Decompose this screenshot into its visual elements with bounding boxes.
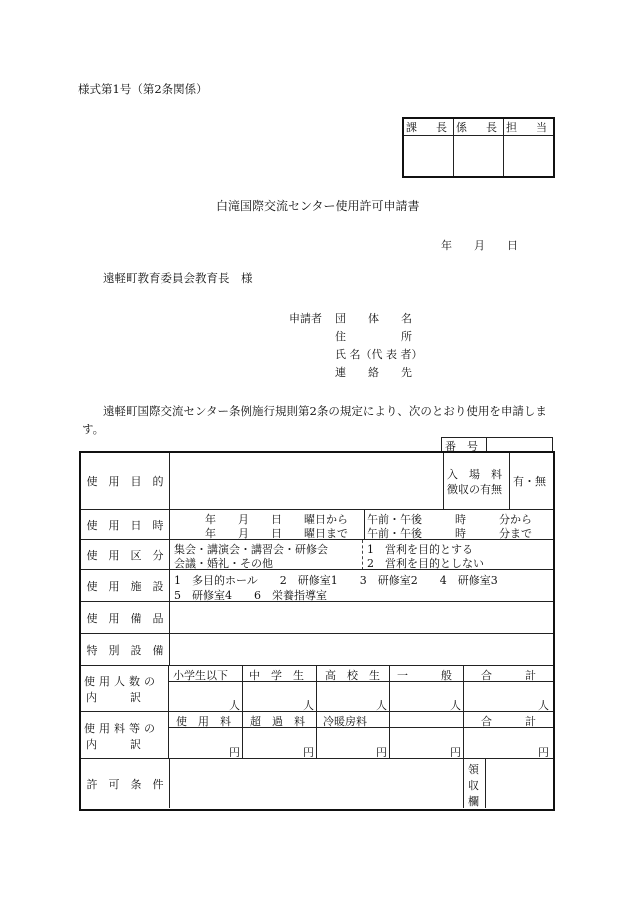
equipment-field[interactable] — [171, 602, 551, 634]
conditions-field[interactable] — [171, 759, 461, 808]
attendance-label: 使用人数の — [84, 675, 159, 688]
datetime-row — [81, 509, 553, 540]
attendance-row — [81, 665, 553, 712]
fees-label-2: 内 訳 — [86, 737, 141, 751]
facility-options-2[interactable]: 5 研修室4 6 栄養指導室 — [174, 589, 327, 602]
conditions-row — [81, 758, 553, 808]
applicant-org-name[interactable]: 団 体 名 — [335, 312, 412, 325]
equipment-row — [81, 601, 553, 634]
fees-header: 合 計 — [481, 715, 536, 728]
special-equipment-row — [81, 633, 553, 666]
stamp-header: 係 長 — [454, 118, 504, 136]
purpose-row — [81, 453, 553, 509]
admission-fee-label: 入 場 料 — [447, 468, 502, 481]
applicant-prefix: 申請者 — [289, 312, 322, 325]
start-date[interactable]: 年 月 日 曜日から — [205, 513, 348, 526]
form-number: 様式第1号（第2条関係） — [78, 82, 208, 96]
attendance-unit[interactable]: 人 — [538, 699, 549, 712]
fees-header: 超 過 料 — [250, 715, 305, 728]
attendance-header: 一 般 — [397, 669, 452, 682]
fees-row — [81, 711, 553, 759]
attendance-unit[interactable]: 人 — [450, 699, 461, 712]
intro-text: 遠軽町国際交流センター条例施行規則第2条の規定により、次のとおり使用を申請しま — [103, 404, 547, 418]
category-row — [81, 539, 553, 570]
attendance-unit[interactable]: 人 — [229, 699, 240, 712]
receipt-label: 収 — [468, 779, 479, 792]
profit-option-1[interactable]: 1 営利を目的とする — [367, 543, 473, 556]
applicant-contact[interactable]: 連 絡 先 — [335, 366, 412, 379]
receipt-label: 領 — [468, 763, 479, 776]
facility-label: 使 用 施 設 — [86, 580, 164, 593]
admission-fee-choice[interactable]: 有・無 — [513, 475, 546, 488]
applicant-representative[interactable]: 氏 名（代 表 者） — [335, 348, 423, 361]
special-equipment-label: 特 別 設 備 — [86, 644, 164, 657]
fees-header: 使 用 料 — [176, 715, 231, 728]
datetime-label: 使 用 日 時 — [86, 519, 164, 532]
admission-fee-label-2: 徴収の有無 — [447, 483, 502, 496]
start-time[interactable]: 午前・午後 時 分から — [367, 513, 532, 526]
facility-row — [81, 569, 553, 602]
document-title: 白滝国際交流センター使用許可申請書 — [216, 199, 420, 213]
approval-stamp-table — [402, 117, 555, 178]
conditions-label: 許 可 条 件 — [86, 777, 164, 791]
receipt-label: 欄 — [468, 795, 479, 808]
stamp-box[interactable] — [454, 136, 504, 178]
category-options-2[interactable]: 会議・婚礼・その他 — [174, 557, 273, 570]
reference-number-label: 番 号 — [445, 440, 478, 453]
fees-header: 冷暖房料 — [323, 715, 367, 728]
attendance-unit[interactable]: 人 — [303, 699, 314, 712]
fees-unit[interactable]: 円 — [229, 746, 240, 759]
purpose-field[interactable] — [171, 453, 441, 509]
applicant-address[interactable]: 住 所 — [335, 330, 412, 343]
stamp-box[interactable] — [504, 136, 555, 178]
stamp-box[interactable] — [403, 136, 454, 178]
intro-text-cont: す。 — [82, 422, 105, 436]
profit-option-2[interactable]: 2 営利を目的としない — [367, 557, 484, 570]
facility-options-1[interactable]: 1 多目的ホール 2 研修室1 3 研修室2 4 研修室3 — [174, 574, 498, 587]
special-equipment-field[interactable] — [171, 634, 551, 666]
category-options-1[interactable]: 集会・講演会・講習会・研修会 — [174, 543, 328, 556]
attendance-header: 高 校 生 — [325, 669, 380, 682]
attendance-label-2: 内 訳 — [86, 691, 141, 704]
end-date[interactable]: 年 月 日 曜日まで — [205, 527, 348, 540]
application-form — [79, 451, 555, 811]
date-line: 年 月 日 — [441, 239, 518, 252]
fees-unit[interactable]: 円 — [450, 746, 461, 759]
stamp-header: 課 長 — [403, 118, 454, 136]
equipment-label: 使 用 備 品 — [86, 612, 164, 625]
fees-label: 使用料等の — [84, 721, 159, 735]
fees-unit[interactable]: 円 — [303, 746, 314, 759]
attendance-header: 小学生以下 — [173, 669, 228, 682]
reference-number-box[interactable] — [441, 437, 553, 452]
purpose-label: 使 用 目 的 — [86, 475, 164, 488]
addressee: 遠軽町教育委員会教育長 様 — [103, 271, 253, 285]
attendance-header: 中 学 生 — [249, 669, 304, 682]
fees-unit[interactable]: 円 — [376, 746, 387, 759]
attendance-header: 合 計 — [481, 669, 536, 682]
end-time[interactable]: 午前・午後 時 分まで — [367, 527, 532, 540]
category-label: 使 用 区 分 — [86, 549, 164, 562]
fees-unit[interactable]: 円 — [538, 746, 549, 759]
stamp-header: 担 当 — [504, 118, 555, 136]
attendance-unit[interactable]: 人 — [376, 699, 387, 712]
